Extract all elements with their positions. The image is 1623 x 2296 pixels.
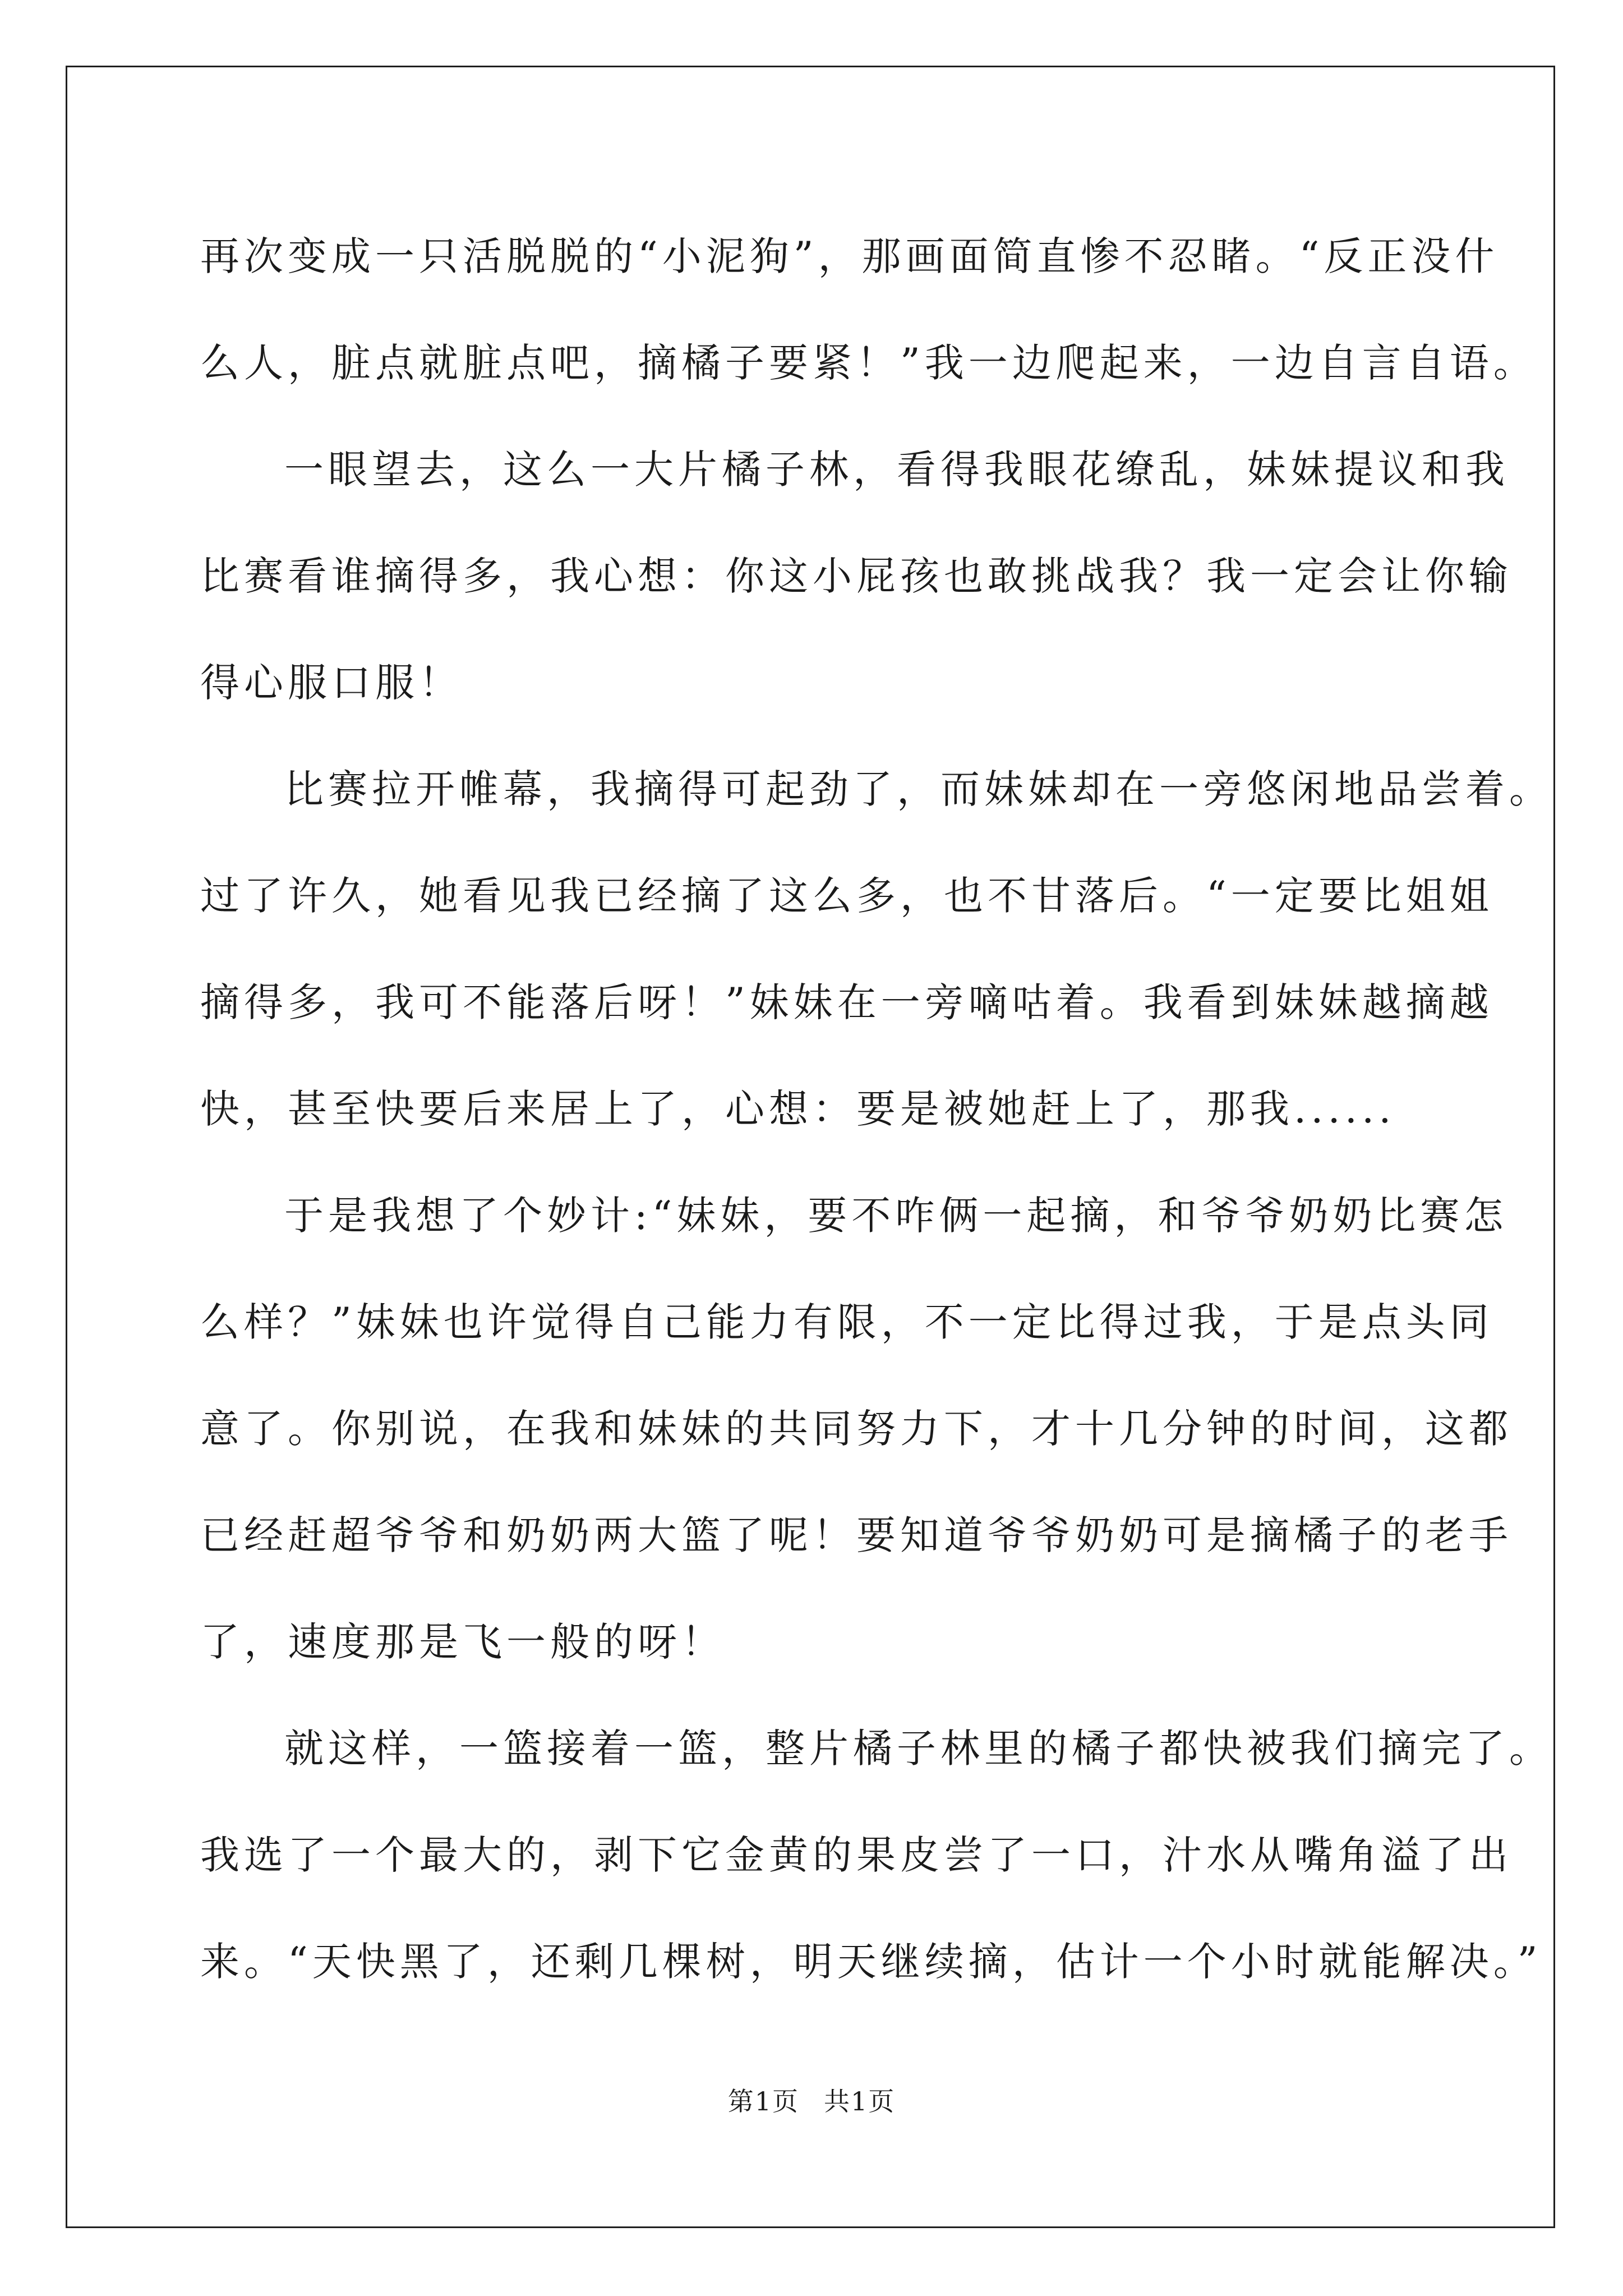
text-line: 就这样，一篮接着一篮，整片橘子林里的橘子都快被我们摘完了。: [284, 1726, 1553, 1772]
text-line: 意了。你别说，在我和妹妹的共同努力下，才十几分钟的时间，这都: [200, 1406, 1513, 1452]
text-line: 于是我想了个妙计:“妹妹，要不咋俩一起摘，和爷爷奶奶比赛怎: [284, 1193, 1508, 1239]
text-line: 快，甚至快要后来居上了，心想：要是被她赶上了，那我......: [200, 1086, 1396, 1132]
text-line: 了，速度那是飞一般的呀！: [200, 1619, 725, 1665]
document-body: [200, 203, 1553, 2015]
page-number-total: 共1页: [824, 2086, 896, 2116]
text-line: 么人，脏点就脏点吧，摘橘子要紧！”我一边爬起来，一边自言自语。: [200, 340, 1537, 386]
text-line: 摘得多，我可不能落后呀！”妹妹在一旁嘀咕着。我看到妹妹越摘越: [200, 979, 1493, 1025]
text-line: 比赛拉开帷幕，我摘得可起劲了，而妹妹却在一旁悠闲地品尝着。: [284, 766, 1553, 812]
text-line: 得心服口服！: [200, 660, 463, 706]
text-line: 过了许久，她看见我已经摘了这么多，也不甘落后。“一定要比姐姐: [200, 873, 1493, 919]
text-line: 我选了一个最大的，剥下它金黄的果皮尝了一口，汁水从嘴角溢了出: [200, 1832, 1513, 1878]
page-number-current: 第1页: [727, 2086, 799, 2116]
text-line: 再次变成一只活脱脱的“小泥狗”，那画面简直惨不忍睹。“反正没什: [200, 233, 1499, 279]
text-line: 么样？”妹妹也许觉得自己能力有限，不一定比得过我，于是点头同: [200, 1299, 1493, 1345]
text-line: 比赛看谁摘得多，我心想：你这小屁孩也敢挑战我？我一定会让你输: [200, 553, 1513, 599]
page-footer: [0, 2081, 1623, 2118]
text-line: 来。“天快黑了，还剩几棵树，明天继续摘，估计一个小时就能解决。”: [200, 1939, 1542, 1985]
text-line: 一眼望去，这么一大片橘子林，看得我眼花缭乱，妹妹提议和我: [284, 447, 1509, 493]
text-line: 已经赶超爷爷和奶奶两大篮了呢！要知道爷爷奶奶可是摘橘子的老手: [200, 1512, 1513, 1558]
